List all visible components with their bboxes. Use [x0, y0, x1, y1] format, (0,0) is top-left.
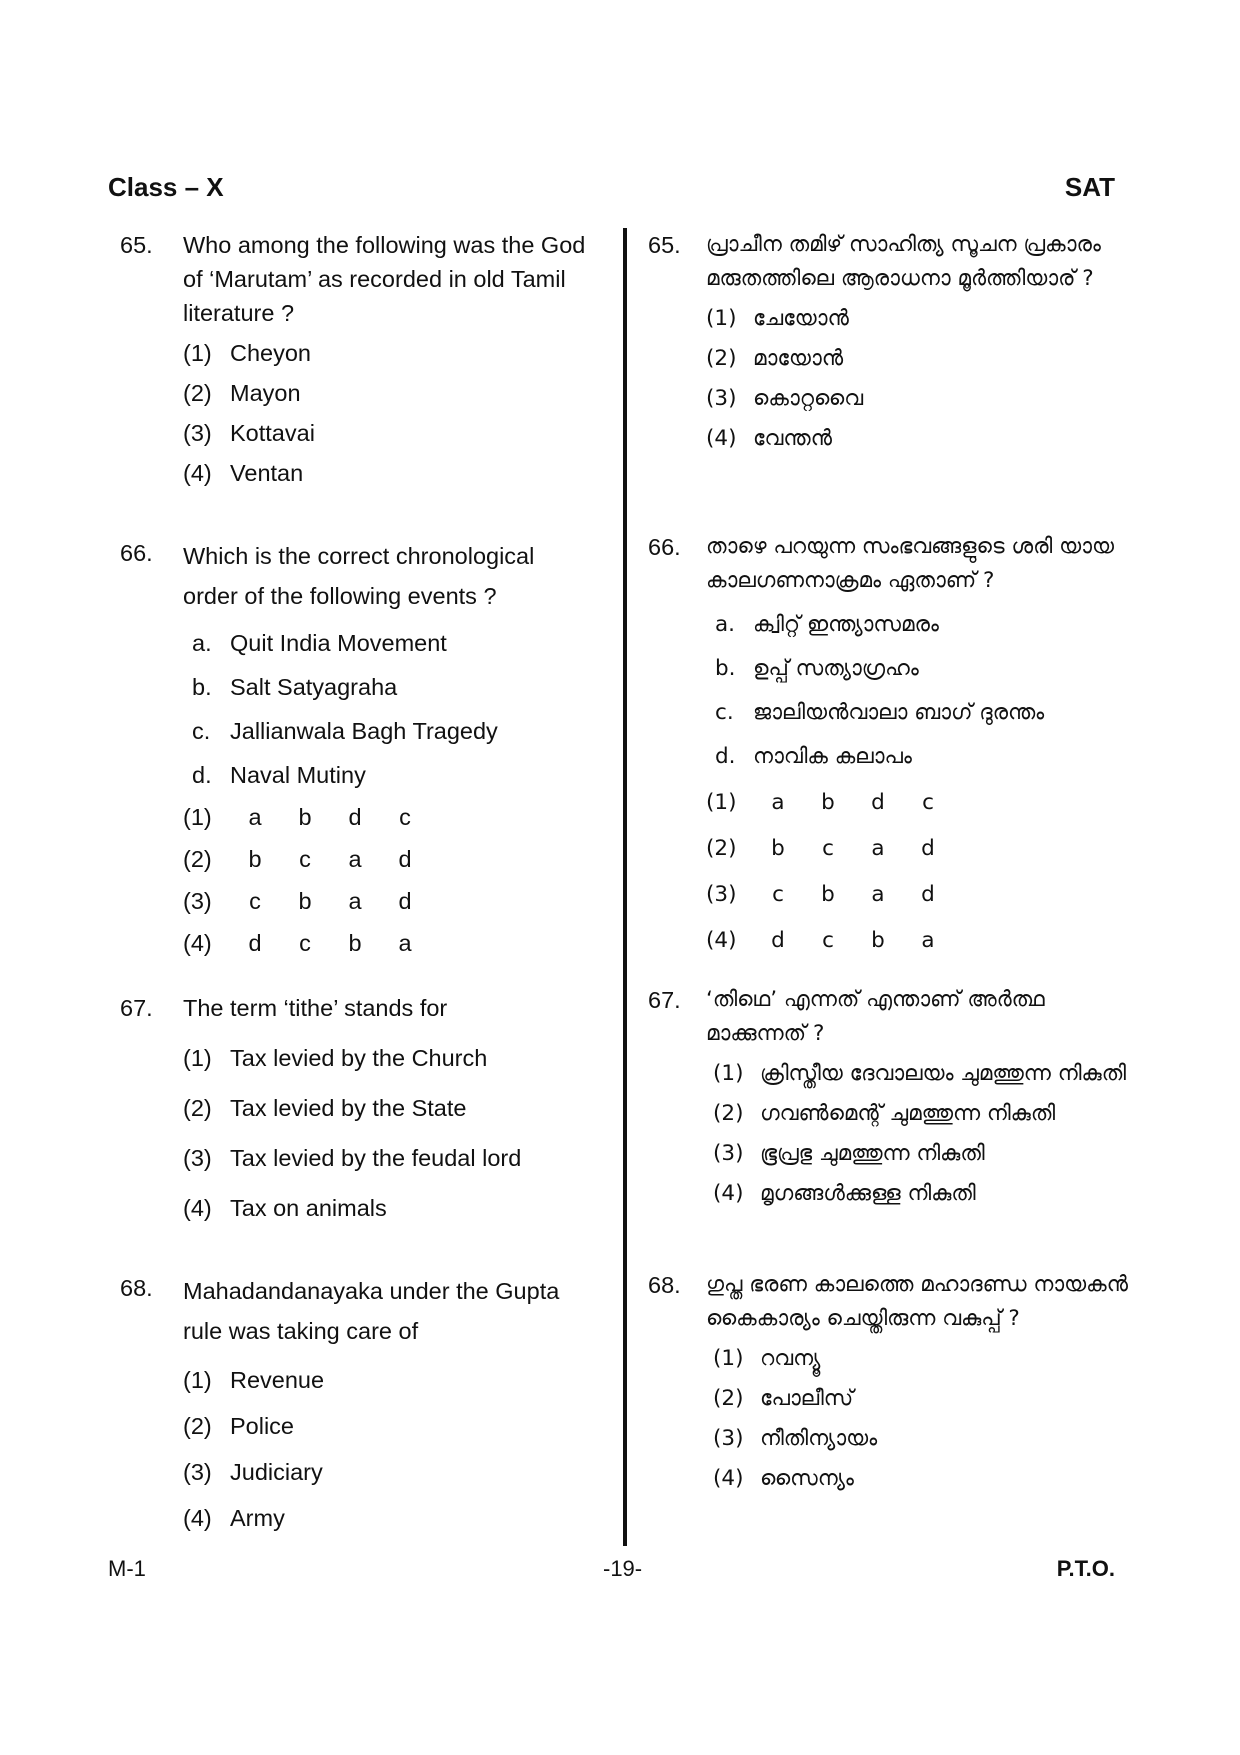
question-number: 66. [120, 540, 153, 566]
class-label: Class – X [108, 172, 224, 202]
option-1: (1) Revenue [183, 1367, 325, 1393]
option-1: (1) ക്രിസ്തീയ ദേവാലയം ചുമത്തുന്ന നികുതി [713, 1061, 1127, 1086]
option-3: (3) Tax levied by the feudal lord [183, 1145, 522, 1171]
option-2: (2) പോലീസ് [713, 1386, 854, 1411]
question-number: 67. [648, 987, 681, 1013]
paper-code: M-1 [108, 1556, 146, 1581]
option-2: (2) Tax levied by the State [183, 1095, 467, 1121]
event-a: a. Quit India Movement [192, 630, 447, 656]
question-text: പ്രാചീന തമിഴ് സാഹിത്യ സൂചന പ്രകാരം മരുതത്തിലെ ആരാധനാ മൂർത്തിയാര് ? [706, 232, 1101, 291]
option-1: (1) ചേയോൻ [706, 306, 849, 331]
question-67-ml [648, 983, 1138, 1211]
pto-label: P.T.O. [1056, 1556, 1115, 1581]
option-3: (3) c b a d [706, 882, 935, 907]
event-b: b. Salt Satyagraha [192, 674, 398, 700]
option-4: (4) d c b a [183, 930, 412, 956]
question-67 [120, 991, 590, 1225]
option-1: (1) a b d c [706, 790, 934, 815]
option-3: (3) നീതിന്യായം [713, 1426, 878, 1451]
question-number: 66. [648, 534, 681, 560]
question-number: 67. [120, 995, 153, 1021]
question-number: 68. [120, 1275, 153, 1301]
question-number: 68. [648, 1272, 681, 1298]
question-text: ഗുപ്ത ഭരണ കാലത്തെ മഹാദണ്ഡ നായകൻ കൈകാര്യം ചെയ്തിരുന്ന വകുപ്പ് ? [706, 1272, 1129, 1331]
exam-label: SAT [1064, 172, 1115, 202]
question-68 [120, 1271, 590, 1535]
question-text: The term ‘tithe’ stands for [183, 995, 448, 1021]
option-3: (3) ഭൂപ്രഭു ചുമത്തുന്ന നികുതി [713, 1141, 985, 1166]
option-2: (2) ഗവൺമെന്റ് ചുമത്തുന്ന നികുതി [713, 1101, 1056, 1126]
option-3: (3) Kottavai [183, 420, 315, 446]
option-4: (4) Ventan [183, 460, 304, 486]
option-4: (4) d c b a [706, 928, 935, 953]
question-text: Mahadandanayaka under the Gupta rule was taking care of [183, 1278, 560, 1344]
question-number: 65. [648, 232, 681, 258]
question-text: താഴെ പറയുന്ന സംഭവങ്ങളുടെ ശരി യായ കാലഗണനാക്രമം ഏതാണ് ? [706, 534, 1114, 593]
page-number: -19- [603, 1556, 643, 1581]
question-68-ml [648, 1268, 1138, 1496]
option-3: (3) c b a d [183, 888, 412, 914]
question-66-ml [648, 530, 1138, 958]
option-2: (2) Police [183, 1413, 295, 1439]
event-a: a. ക്വിറ്റ് ഇന്ത്യാസമരം [715, 612, 939, 637]
question-65 [120, 228, 590, 490]
option-4: (4) Tax on animals [183, 1195, 387, 1221]
option-3: (3) Judiciary [183, 1459, 323, 1485]
option-4: (4) മൃഗങ്ങൾക്കുള്ള നികുതി [713, 1181, 976, 1206]
option-4: (4) സൈന്യം [713, 1466, 854, 1491]
option-2: (2) b c a d [706, 836, 935, 861]
option-1: (1) Cheyon [183, 340, 311, 366]
event-c: c. Jallianwala Bagh Tragedy [192, 718, 498, 744]
column-divider [623, 228, 627, 1546]
option-1: (1) റവന്യൂ [713, 1346, 821, 1371]
question-text: Who among the following was the God of ‘Marutam’ as recorded in old Tamil literature ? [183, 232, 586, 326]
question-65-ml [648, 228, 1138, 456]
question-number: 65. [120, 232, 153, 258]
question-66 [120, 536, 590, 960]
option-2: (2) b c a d [183, 846, 412, 872]
event-b: b. ഉപ്പ് സത്യാഗ്രഹം [715, 656, 919, 681]
option-2: (2) മായോൻ [706, 346, 844, 371]
option-1: (1) Tax levied by the Church [183, 1045, 488, 1071]
event-d: d. നാവിക കലാപം [715, 744, 912, 769]
option-1: (1) a b d c [183, 804, 411, 830]
option-4: (4) Army [183, 1505, 285, 1531]
event-d: d. Naval Mutiny [192, 762, 366, 788]
option-4: (4) വേന്തൻ [706, 426, 832, 451]
option-2: (2) Mayon [183, 380, 301, 406]
question-text: Which is the correct chronological order of the following events ? [183, 543, 535, 609]
option-3: (3) കൊറ്റവൈ [706, 386, 864, 411]
event-c: c. ജാലിയൻവാലാ ബാഗ് ദുരന്തം [715, 700, 1045, 725]
question-text: ‘തിഥെ’ എന്നത് എന്താണ് അർത്ഥ മാക്കുന്നത് ? [706, 987, 1045, 1046]
